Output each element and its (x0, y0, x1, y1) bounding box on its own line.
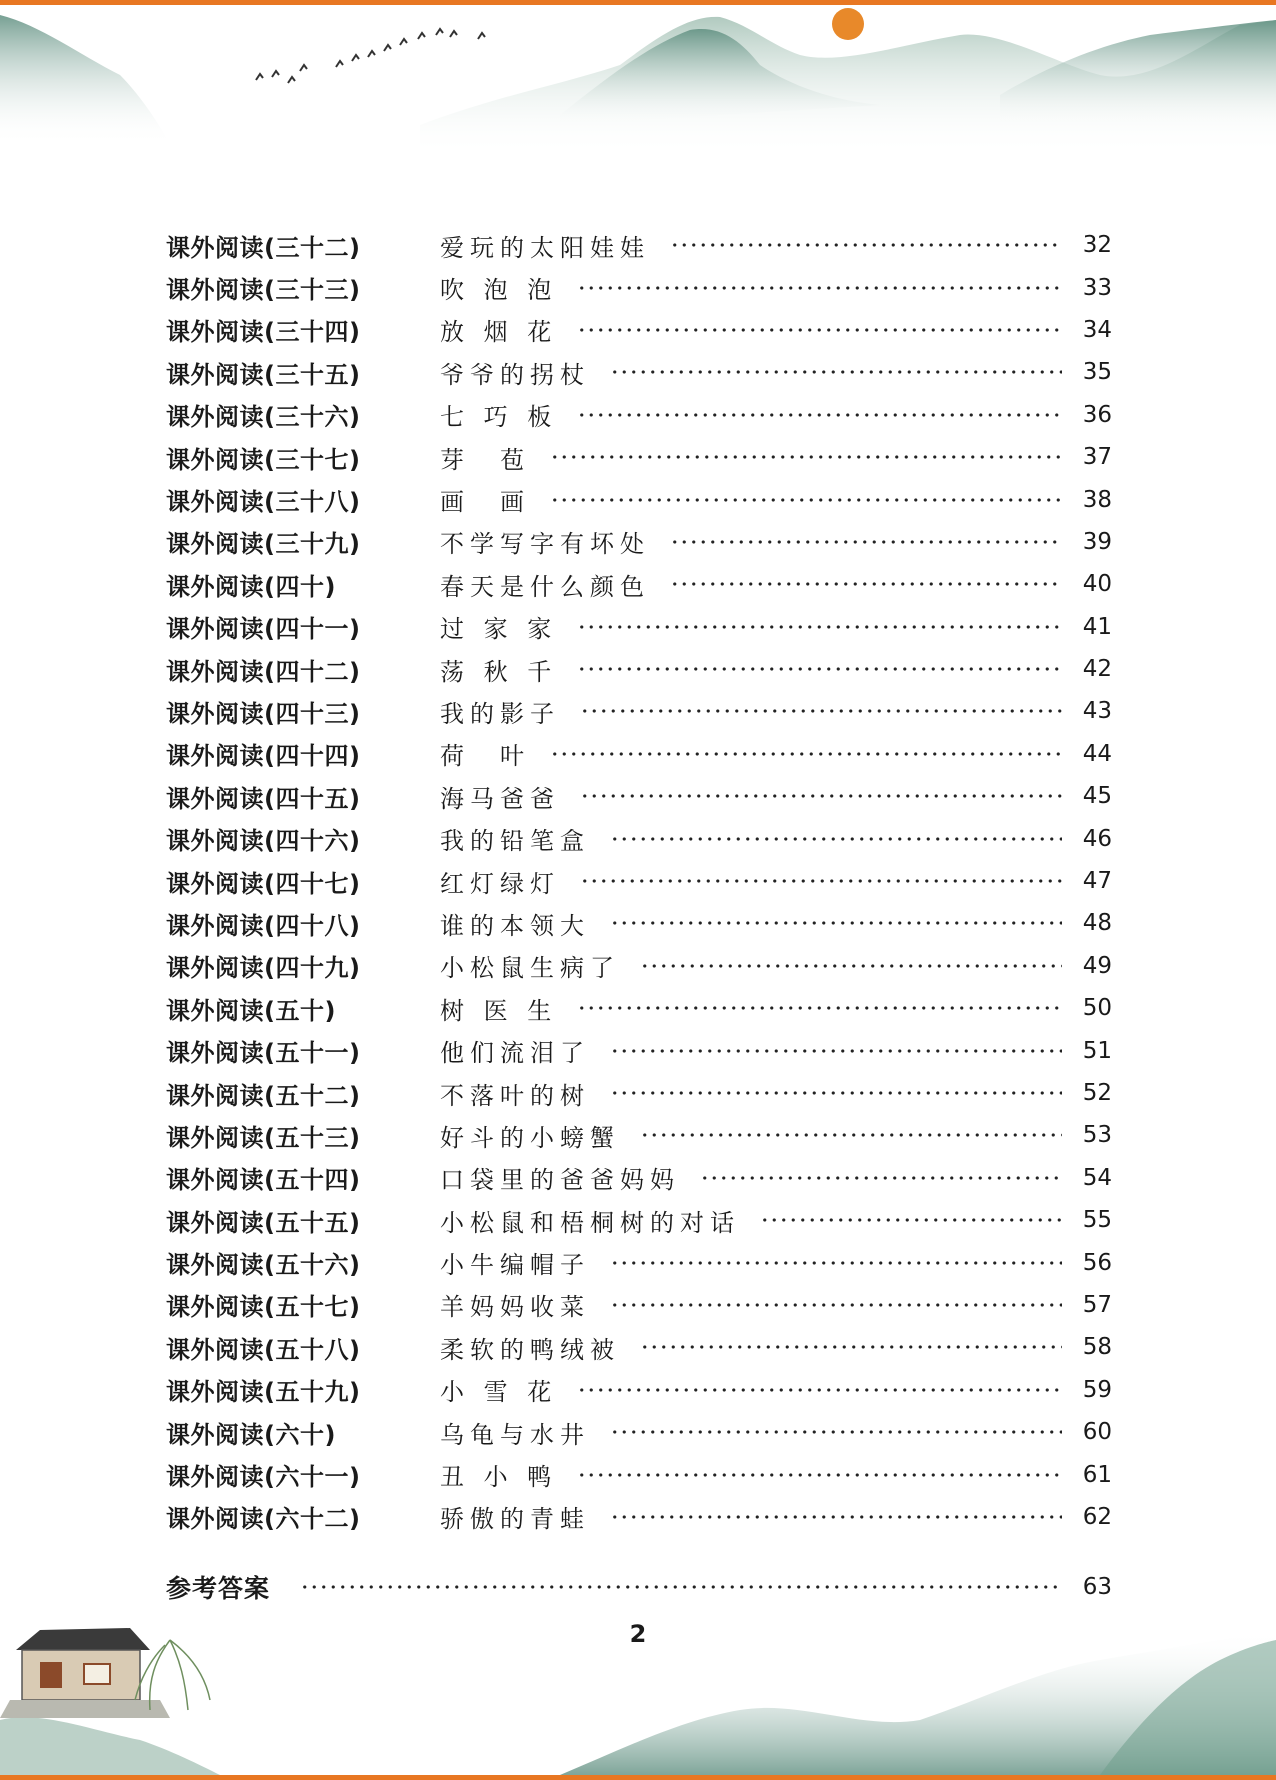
toc-entry[interactable] (166, 1496, 1112, 1538)
toc-leader-dots (640, 1133, 1062, 1137)
toc-entry-label: 课外阅读(三十九) (166, 530, 361, 559)
toc-entry-page: 53 (1082, 1122, 1112, 1149)
toc-entry[interactable] (166, 945, 1112, 987)
toc-leader-dots (577, 286, 1062, 290)
toc-entry-title: 谁的本领大 (440, 911, 590, 940)
toc-leader-dots (610, 1515, 1062, 1519)
toc-entry-label: 课外阅读(三十六) (166, 403, 361, 432)
toc-entry[interactable] (166, 351, 1112, 393)
toc-entry-title: 丑 小 鸭 (440, 1463, 558, 1492)
toc-entry-page: 49 (1082, 952, 1112, 979)
toc-entry-label: 课外阅读(六十一) (166, 1463, 361, 1492)
toc-leader-dots (577, 413, 1062, 417)
toc-leader-dots (670, 582, 1062, 586)
toc-entry-page: 37 (1082, 444, 1112, 471)
toc-entry[interactable] (166, 436, 1112, 478)
toc-entry-title: 树 医 生 (440, 996, 558, 1025)
toc-entry-title: 爷爷的拐杖 (440, 360, 590, 389)
page-number: 2 (629, 1620, 647, 1648)
toc-entry-title: 七 巧 板 (440, 403, 558, 432)
toc-entry-label: 课外阅读(四十五) (166, 784, 361, 813)
toc-entry-label: 课外阅读(三十四) (166, 318, 361, 347)
toc-entry[interactable] (166, 733, 1112, 775)
toc-entry[interactable] (166, 1029, 1112, 1071)
toc-leader-dots (580, 879, 1062, 883)
toc-entry[interactable] (166, 860, 1112, 902)
toc-entry-page: 46 (1082, 825, 1112, 852)
toc-entry-label: 课外阅读(五十九) (166, 1378, 361, 1407)
toc-entry-title: 我的铅笔盒 (440, 827, 590, 856)
toc-leader-dots (577, 1006, 1062, 1010)
toc-leader-dots (670, 540, 1062, 544)
toc-leader-dots (577, 328, 1062, 332)
toc-entry-page: 33 (1082, 274, 1112, 301)
toc-leader-dots (577, 625, 1062, 629)
toc-entry-page: 36 (1082, 401, 1112, 428)
toc-entry-title: 柔软的鸭绒被 (440, 1335, 620, 1364)
toc-entry-page: 60 (1082, 1419, 1112, 1446)
toc-entry-page: 50 (1082, 995, 1112, 1022)
toc-leader-dots (640, 964, 1062, 968)
toc-entry-title: 爱玩的太阳娃娃 (440, 233, 650, 262)
toc-leader-dots (610, 1261, 1062, 1265)
toc-entry[interactable] (166, 1072, 1112, 1114)
footer-landscape-illustration (0, 1600, 1276, 1775)
toc-entry-label: 课外阅读(六十) (166, 1420, 336, 1449)
toc-entry-label: 课外阅读(三十三) (166, 276, 361, 305)
toc-entry[interactable] (166, 606, 1112, 648)
toc-entry-title: 海马爸爸 (440, 784, 560, 813)
toc-leader-dots (550, 455, 1062, 459)
toc-entry-page: 45 (1082, 783, 1112, 810)
toc-entry-title: 荡 秋 千 (440, 657, 558, 686)
toc-entry-title: 画 画 (440, 488, 530, 517)
toc-entry-title: 小松鼠生病了 (440, 954, 620, 983)
toc-entry[interactable] (166, 987, 1112, 1029)
toc-leader-dots (700, 1176, 1062, 1180)
toc-entry-title: 吹 泡 泡 (440, 276, 558, 305)
toc-leader-dots (577, 1388, 1062, 1392)
toc-entry[interactable] (166, 309, 1112, 351)
toc-entry-label: 课外阅读(五十六) (166, 1251, 361, 1280)
toc-entry-label: 课外阅读(四十三) (166, 699, 361, 728)
toc-entry-page: 43 (1082, 698, 1112, 725)
toc-leader-dots (300, 1585, 1062, 1589)
toc-entry[interactable] (166, 902, 1112, 944)
toc-entry-title: 骄傲的青蛙 (440, 1505, 590, 1534)
toc-entry-page: 32 (1082, 232, 1112, 259)
toc-entry-label: 课外阅读(四十八) (166, 911, 361, 940)
toc-entry[interactable] (166, 563, 1112, 605)
toc-answers-page: 63 (1082, 1574, 1112, 1600)
toc-entry[interactable] (166, 266, 1112, 308)
toc-leader-dots (610, 1303, 1062, 1307)
toc-entry[interactable] (166, 521, 1112, 563)
toc-entry[interactable] (166, 1326, 1112, 1368)
toc-leader-dots (610, 1049, 1062, 1053)
toc-entry-page: 34 (1082, 316, 1112, 343)
toc-entry-page: 52 (1082, 1080, 1112, 1106)
toc-entry-label: 课外阅读(五十) (166, 996, 336, 1025)
toc-leader-dots (640, 1345, 1062, 1349)
toc-entry-label: 课外阅读(四十二) (166, 657, 361, 686)
toc-entry-label: 课外阅读(五十一) (166, 1039, 361, 1068)
table-of-contents (166, 224, 1112, 1538)
toc-entry-label: 课外阅读(四十一) (166, 615, 361, 644)
toc-entry[interactable] (166, 648, 1112, 690)
toc-entry-page: 44 (1082, 740, 1112, 767)
toc-entry-label: 课外阅读(六十二) (166, 1505, 361, 1534)
toc-entry-label: 课外阅读(五十四) (166, 1166, 361, 1195)
toc-entry-page: 62 (1082, 1503, 1112, 1530)
toc-entry[interactable] (166, 478, 1112, 520)
toc-entry[interactable] (166, 1453, 1112, 1495)
toc-entry-page: 35 (1082, 359, 1112, 386)
toc-entry-page: 41 (1082, 613, 1112, 640)
toc-leader-dots (577, 667, 1062, 671)
toc-entry-page: 57 (1082, 1291, 1112, 1318)
toc-entry-title: 他们流泪了 (440, 1039, 590, 1068)
toc-entry-label: 课外阅读(五十八) (166, 1335, 361, 1364)
toc-leader-dots (580, 794, 1062, 798)
toc-entry[interactable] (166, 224, 1112, 266)
toc-entry-title: 羊妈妈收菜 (440, 1293, 590, 1322)
toc-entry-title: 芽 苞 (440, 445, 530, 474)
toc-entry-label: 课外阅读(三十二) (166, 233, 361, 262)
toc-entry-title: 我的影子 (440, 699, 560, 728)
toc-entry-title: 小 雪 花 (440, 1378, 558, 1407)
toc-leader-dots (577, 1473, 1062, 1477)
toc-entry-title: 小牛编帽子 (440, 1251, 590, 1280)
toc-entry-label: 课外阅读(四十六) (166, 827, 361, 856)
flying-birds-icon (256, 29, 485, 83)
toc-entry-page: 38 (1082, 486, 1112, 513)
toc-entry-label: 课外阅读(五十七) (166, 1293, 361, 1322)
toc-entry-label: 课外阅读(四十九) (166, 954, 361, 983)
toc-entry-page: 42 (1082, 656, 1112, 683)
header-mountain-illustration (0, 5, 1276, 175)
toc-leader-dots (580, 709, 1062, 713)
toc-entry-title: 荷 叶 (440, 742, 530, 771)
toc-entry[interactable] (166, 1411, 1112, 1453)
toc-leader-dots (550, 498, 1062, 502)
toc-entry-page: 40 (1082, 571, 1112, 598)
toc-entry-title: 过 家 家 (440, 615, 558, 644)
toc-entry[interactable] (166, 394, 1112, 436)
toc-entry-label: 课外阅读(四十七) (166, 869, 361, 898)
toc-entry-page: 54 (1082, 1164, 1112, 1191)
toc-leader-dots (610, 837, 1062, 841)
sun-icon (832, 8, 864, 40)
toc-entry-title: 红灯绿灯 (440, 869, 560, 898)
toc-entry[interactable] (166, 690, 1112, 732)
toc-entry-page: 48 (1082, 910, 1112, 937)
toc-entry[interactable] (166, 817, 1112, 859)
toc-entry-page: 56 (1082, 1249, 1112, 1276)
toc-entry-label: 课外阅读(四十) (166, 572, 336, 601)
toc-entry[interactable] (166, 1114, 1112, 1156)
toc-entry-label: 课外阅读(五十五) (166, 1208, 361, 1237)
toc-entry[interactable] (166, 1284, 1112, 1326)
toc-leader-dots (610, 1430, 1062, 1434)
toc-entry-label: 课外阅读(三十七) (166, 445, 361, 474)
toc-entry-page: 61 (1082, 1461, 1112, 1488)
toc-entry-label: 课外阅读(四十四) (166, 742, 361, 771)
toc-entry-title: 春天是什么颜色 (440, 572, 650, 601)
toc-leader-dots (610, 921, 1062, 925)
toc-entry-title: 不落叶的树 (440, 1081, 590, 1110)
toc-leader-dots (610, 370, 1062, 374)
toc-entry-page: 39 (1082, 528, 1112, 555)
toc-entry[interactable] (166, 1369, 1112, 1411)
toc-entry-page: 55 (1082, 1207, 1112, 1234)
toc-entry-page: 51 (1082, 1037, 1112, 1064)
toc-entry-title: 放 烟 花 (440, 318, 558, 347)
toc-leader-dots (670, 243, 1062, 247)
toc-entry-page: 59 (1082, 1376, 1112, 1403)
toc-entry-title: 好斗的小螃蟹 (440, 1123, 620, 1152)
toc-entry-page: 58 (1082, 1334, 1112, 1361)
toc-entry[interactable] (166, 1199, 1112, 1241)
toc-entry-label: 课外阅读(三十八) (166, 488, 361, 517)
toc-entry-label: 课外阅读(五十三) (166, 1123, 361, 1152)
toc-leader-dots (610, 1091, 1062, 1095)
toc-entry-title: 小松鼠和梧桐树的对话 (440, 1208, 740, 1237)
toc-leader-dots (760, 1218, 1062, 1222)
toc-entry-page: 47 (1082, 868, 1112, 895)
toc-entry[interactable] (166, 775, 1112, 817)
toc-entry-title: 乌龟与水井 (440, 1420, 590, 1449)
toc-entry-title: 口袋里的爸爸妈妈 (440, 1166, 680, 1195)
toc-answers-label: 参考答案 (166, 1574, 271, 1603)
toc-entry[interactable] (166, 1241, 1112, 1283)
toc-entry-label: 课外阅读(五十二) (166, 1081, 361, 1110)
toc-entry-title: 不学写字有坏处 (440, 530, 650, 559)
bottom-accent-bar (0, 1775, 1276, 1780)
toc-leader-dots (550, 752, 1062, 756)
willow-tree-icon (135, 1640, 210, 1710)
toc-entry[interactable] (166, 1157, 1112, 1199)
toc-entry-label: 课外阅读(三十五) (166, 360, 361, 389)
